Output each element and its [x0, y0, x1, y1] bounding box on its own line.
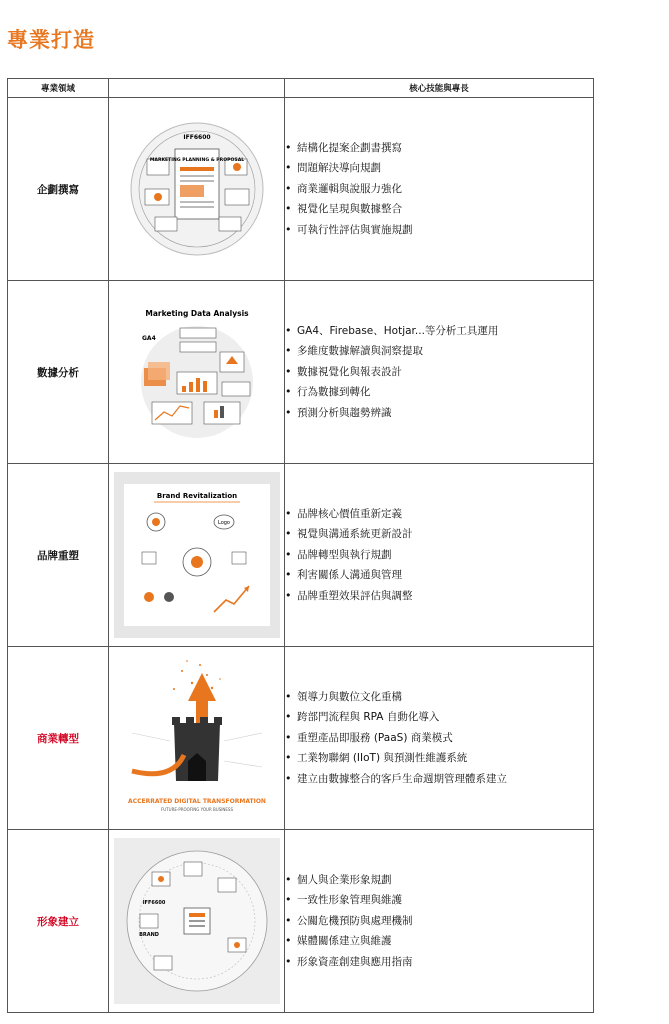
illustration-caption: Brand Revitalization — [156, 492, 237, 500]
skill-item: • 品牌核心價值重新定義 — [285, 504, 593, 525]
digital-transformation-graphic — [112, 653, 282, 823]
skill-item: • 結構化提案企劃書撰寫 — [285, 138, 593, 159]
transformation-illustration — [109, 647, 285, 830]
table-row — [8, 830, 594, 1013]
brand-illustration — [109, 464, 285, 647]
skill-item: • 建立由數據整合的客戶生命週期管理體系建立 — [285, 769, 593, 790]
skill-item: • 利害關係人溝通與管理 — [285, 565, 593, 586]
skills-cell — [285, 464, 594, 647]
skill-item: • 工業物聯網 (IIoT) 與預測性維護系統 — [285, 748, 593, 769]
planning-circle-graphic — [127, 119, 267, 259]
skill-item: • 可執行性評估與實施規劃 — [285, 220, 593, 241]
area-label: 數據分析 — [8, 281, 109, 464]
skill-item: • GA4、Firebase、Hotjar...等分析工具運用 — [285, 321, 593, 342]
area-label: 品牌重塑 — [8, 464, 109, 647]
skill-item: • 數據視覺化與報表設計 — [285, 362, 593, 383]
skill-item: • 形象資產創建與應用指南 — [285, 952, 593, 973]
skills-cell — [285, 98, 594, 281]
skill-item: • 一致性形象管理與維護 — [285, 890, 593, 911]
data-analysis-graphic — [122, 302, 272, 442]
area-label: 形象建立 — [8, 830, 109, 1013]
illustration-badge: IFF6600 — [182, 134, 211, 141]
skill-item: • 品牌重塑效果評估與調整 — [285, 586, 593, 607]
illustration-caption: IFF6600 — [142, 900, 165, 906]
skill-item: • 商業邏輯與說服力強化 — [285, 179, 593, 200]
area-label: 商業轉型 — [8, 647, 109, 830]
skill-item: • 多維度數據解讀與洞察提取 — [285, 341, 593, 362]
skill-item: • 視覺化呈現與數據整合 — [285, 199, 593, 220]
illustration-caption: Marketing Data Analysis — [144, 309, 249, 318]
header-image — [109, 79, 285, 98]
skills-cell — [285, 830, 594, 1013]
table-row — [8, 281, 594, 464]
skill-item: • 跨部門流程與 RPA 自動化導入 — [285, 707, 593, 728]
expertise-table — [7, 78, 594, 1013]
skills-cell — [285, 281, 594, 464]
skills-list — [285, 321, 593, 424]
data-analysis-illustration — [109, 281, 285, 464]
illustration-subcaption: FUTURE-PROOFING YOUR BUSINESS — [160, 807, 233, 812]
skill-item: • 媒體關係建立與維護 — [285, 931, 593, 952]
page-title: 專業打造 — [7, 28, 95, 52]
skill-item: • 行為數據到轉化 — [285, 382, 593, 403]
skill-item: • 重塑產品即服務 (PaaS) 商業模式 — [285, 728, 593, 749]
skill-item: • 公關危機預防與處理機制 — [285, 911, 593, 932]
illustration-caption: MARKETING PLANNING & PROPOSAL — [149, 158, 244, 163]
skills-list — [285, 870, 593, 973]
illustration-caption: ACCERRATED DIGITAL TRANSFORMATION — [127, 798, 266, 805]
image-building-illustration — [109, 830, 285, 1013]
table-row — [8, 464, 594, 647]
skills-list — [285, 138, 593, 241]
area-label: 企劃撰寫 — [8, 98, 109, 281]
table-row — [8, 647, 594, 830]
header-skills: 核心技能與專長 — [285, 79, 594, 98]
skill-item: • 品牌轉型與執行規劃 — [285, 545, 593, 566]
skills-list — [285, 504, 593, 607]
table-header-row — [8, 79, 594, 98]
illustration-badge: BRAND — [138, 932, 159, 938]
illustration-badge: GA4 — [141, 335, 156, 342]
skill-item: • 預測分析與趨勢辨識 — [285, 403, 593, 424]
header-area: 專業領域 — [8, 79, 109, 98]
skill-item: • 個人與企業形象規劃 — [285, 870, 593, 891]
brand-revitalization-graphic — [114, 472, 280, 638]
table-row — [8, 98, 594, 281]
image-building-graphic — [114, 838, 280, 1004]
skills-list — [285, 687, 593, 790]
skill-item: • 視覺與溝通系統更新設計 — [285, 524, 593, 545]
skill-item: • 問題解決導向規劃 — [285, 158, 593, 179]
skill-item: • 領導力與數位文化重構 — [285, 687, 593, 708]
illustration-badge: Logo — [217, 520, 230, 526]
planning-illustration — [109, 98, 285, 281]
skills-cell — [285, 647, 594, 830]
